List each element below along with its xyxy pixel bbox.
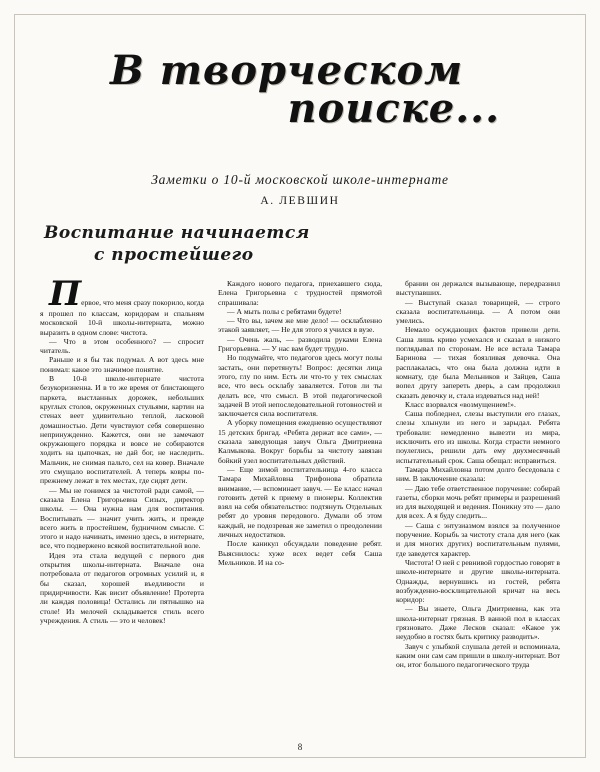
paragraph: Но подумайте, что педагогов здесь могут полы застать, они перетянуть! Вопрос: десятки лица этого, глу по ним. Есть ли что-то у тех смыслах все, что весь осклабу заваляется. Готов ли ты делать все, что смысл. В этой педагогической задачей В этой непоследовательной готовностей и заключается сила воспитателя. — [218, 353, 382, 419]
paragraph: В 10-й школе-интернате чистота безукоризненна. И в то же время от блистающего паркета, выстланных дорожек, небольших круглых столов, окруженных стульями, картин на стенах веет удивительно теплой, ласковой домашностью. Дети чувствуют себя совершенно непринужденно. Кажется, они не замечают окружающего порядка и вовсе не собираются ходить на цыпочках, не дай бог, не наследить. Мальчик, не снимая пальто, сел на ковер. Вначале это смущало воспитателей. А теперь ковры по-прежнему лежат в тех местах, где сидят дети. — [40, 374, 204, 486]
paragraph: Класс взорвался «возмущением!». — [405, 399, 516, 409]
paragraph: брании он держался вызывающе, передразнил выступавших. — [396, 279, 560, 298]
section-heading-line-2: с простейшего — [94, 245, 254, 265]
paragraph: — Что вы, зачем же мне дело! — осклабленно этакой заявляет, — Не для этого я учился в вузе. — [218, 316, 382, 335]
paragraph: Каждого нового педагога, приехавшего сюда, Елена Григорьевна с трудностей прямотой спрашивала: — [218, 279, 382, 307]
paragraph: Раньше и я бы так подумал. А вот здесь мне понимал: какое это значимое понятие. — [40, 355, 204, 374]
column-middle — [218, 279, 382, 669]
paragraph: — Вы знаете, Ольга Дмитриевна, как эта школа-интернат грязная. В ванной пол в классах грязновато. Даже Лесков сказал: «Какое уж неудобно в гостях быть критику разводить». — [396, 604, 560, 642]
paragraph: — Выступай сказал товарищей, — строго сказала воспитательница. — А потом они умелись. — [396, 297, 560, 326]
paragraph: Саша побледнел, слезы выступили его глазах, слезы хлынули из него и зарыдал. Ребята требовали: немедленно вывезти из мира, исключить его из школы. Когда страсти немного поулеглись, решили дать ему двухмесячный испытательный срок. Саша обещал: исправиться. — [396, 409, 560, 465]
paragraph: — Что в этом особенного? — спросит читатель. — [40, 336, 204, 356]
page-number: 8 — [297, 742, 303, 752]
article-title-block — [40, 47, 560, 158]
article-byline: А. ЛЕВШИН — [260, 195, 340, 207]
paragraph: Завуч с улыбкой слушала детей и вспоминала, каким они сам сам пришли в школу-интернат. Вот он, итог большого педагогического труда — [396, 641, 560, 670]
column-left — [40, 274, 204, 669]
paragraph: — Мы не гонимся за чистотой ради самой, — сказала Елена Григорьевна Сизых, директор школы. — Она нужна нам для воспитания. Воспитывать — значит учить жить, и прежде всего жить в простейшем, будничном смысле. С этого и надо начинать, именно здесь, в интернате, все, что подвержено всякой воспитательной воле. — [40, 485, 204, 551]
page-title-line-1: В творческом — [110, 47, 464, 94]
section-heading-line-1: Воспитание начинается — [44, 223, 310, 243]
paragraph-text: ервое, что меня сразу покорило, когда я прошел по классам, коридорам и спальням московской 10-й школы-интерната, можно выразить в одном слове: чистота. — [40, 298, 204, 337]
column-right — [396, 279, 560, 669]
paragraph: Немало осуждающих фактов привели дети. Саша лишь криво усмехался и сказал в низкого поглядывал по сторонам. Не все встала Тамара Баринова — тихая боязливая девочка. Она расплакалась, что она была должна идти в комнату, где была Мельников и Зайцев, Саша вопел другу запереть дверь, а сам продолжил сказать девочку и, стала издеваться над ней! — [396, 325, 560, 400]
paragraph: — Даю тебе ответственное поручение: собирай газеты, сборки мочь ребят примеры и разрешений из для выходящей и ведения. Поникну это — дало для всех. А я буду следить... — [396, 483, 560, 521]
paragraph: Тамара Михайловна потом долго беседовала с ним. В заключение сказала: — [396, 464, 560, 484]
paragraph: — Еще зимой воспитательница 4-го класса Тамара Михайловна Трифонова обратила внимание, — вспоминает завуч. — Ее класс начал готовить детей к приему в пионеры. Коллектив взял на себя обязательство: подтянуть Отдельных ребят до уровня передового. Думали об этом каждый, не подозревая же заметил о преодолении личных недостатков. — [218, 464, 382, 540]
paragraph: Идея эта стала ведущей с первого дня открытия школы-интерната. Вначале она потребовала от педагогов огромных усилий и, я бы сказал, хорошей въедливости и придирчивости. Как висит объявление! Протерта ли каждая половица! Остались ли пятнышко на столе! Из мелочей складывается стиль всего учреждения. А стиль — это и человек! — [40, 550, 204, 625]
drop-cap: П — [49, 274, 82, 314]
paragraph: А уборку помещения ежедневно осуществляют 15 детских бригад. «Ребята держат все сами», — сказала заведующая завуч Ольга Дмитриевна Калмыкова. Вокруг борьбы за чистоту завязан бойкий узел воспитательных действий. — [218, 418, 382, 465]
paragraph — [40, 274, 204, 337]
paragraph: После каникул обсуждали поведение ребят. Выяснилось: хуже всех ведет себя Саша Мельников. И на со- — [218, 539, 382, 567]
section-heading — [40, 223, 560, 269]
paragraph: — Саша с энтузиазмом взялся за полученное поручение. Корыбь за чистоту стала для него (как и для многих других) воспитательным пулями, где заведется характер. — [396, 520, 560, 558]
paragraph: — А мыть полы с ребятами будете! — [227, 306, 342, 316]
paragraph: Чистота! О ней с ревнивой гордостью говорят в школе-интернате и другие школы-интерната. Однажды, вернувшись из гостей, ребята возбужденно-восклицательной кричат на весь коридор: — [396, 557, 560, 605]
paragraph: — Очень жаль, — разводила руками Елена Григорьевна. — У нас вам будет трудно. — [218, 334, 382, 354]
article-subtitle: Заметки о 10-й московской школе-интернате — [151, 172, 449, 187]
article-columns — [40, 274, 560, 670]
page-title-line-2: поиске... — [287, 85, 500, 132]
